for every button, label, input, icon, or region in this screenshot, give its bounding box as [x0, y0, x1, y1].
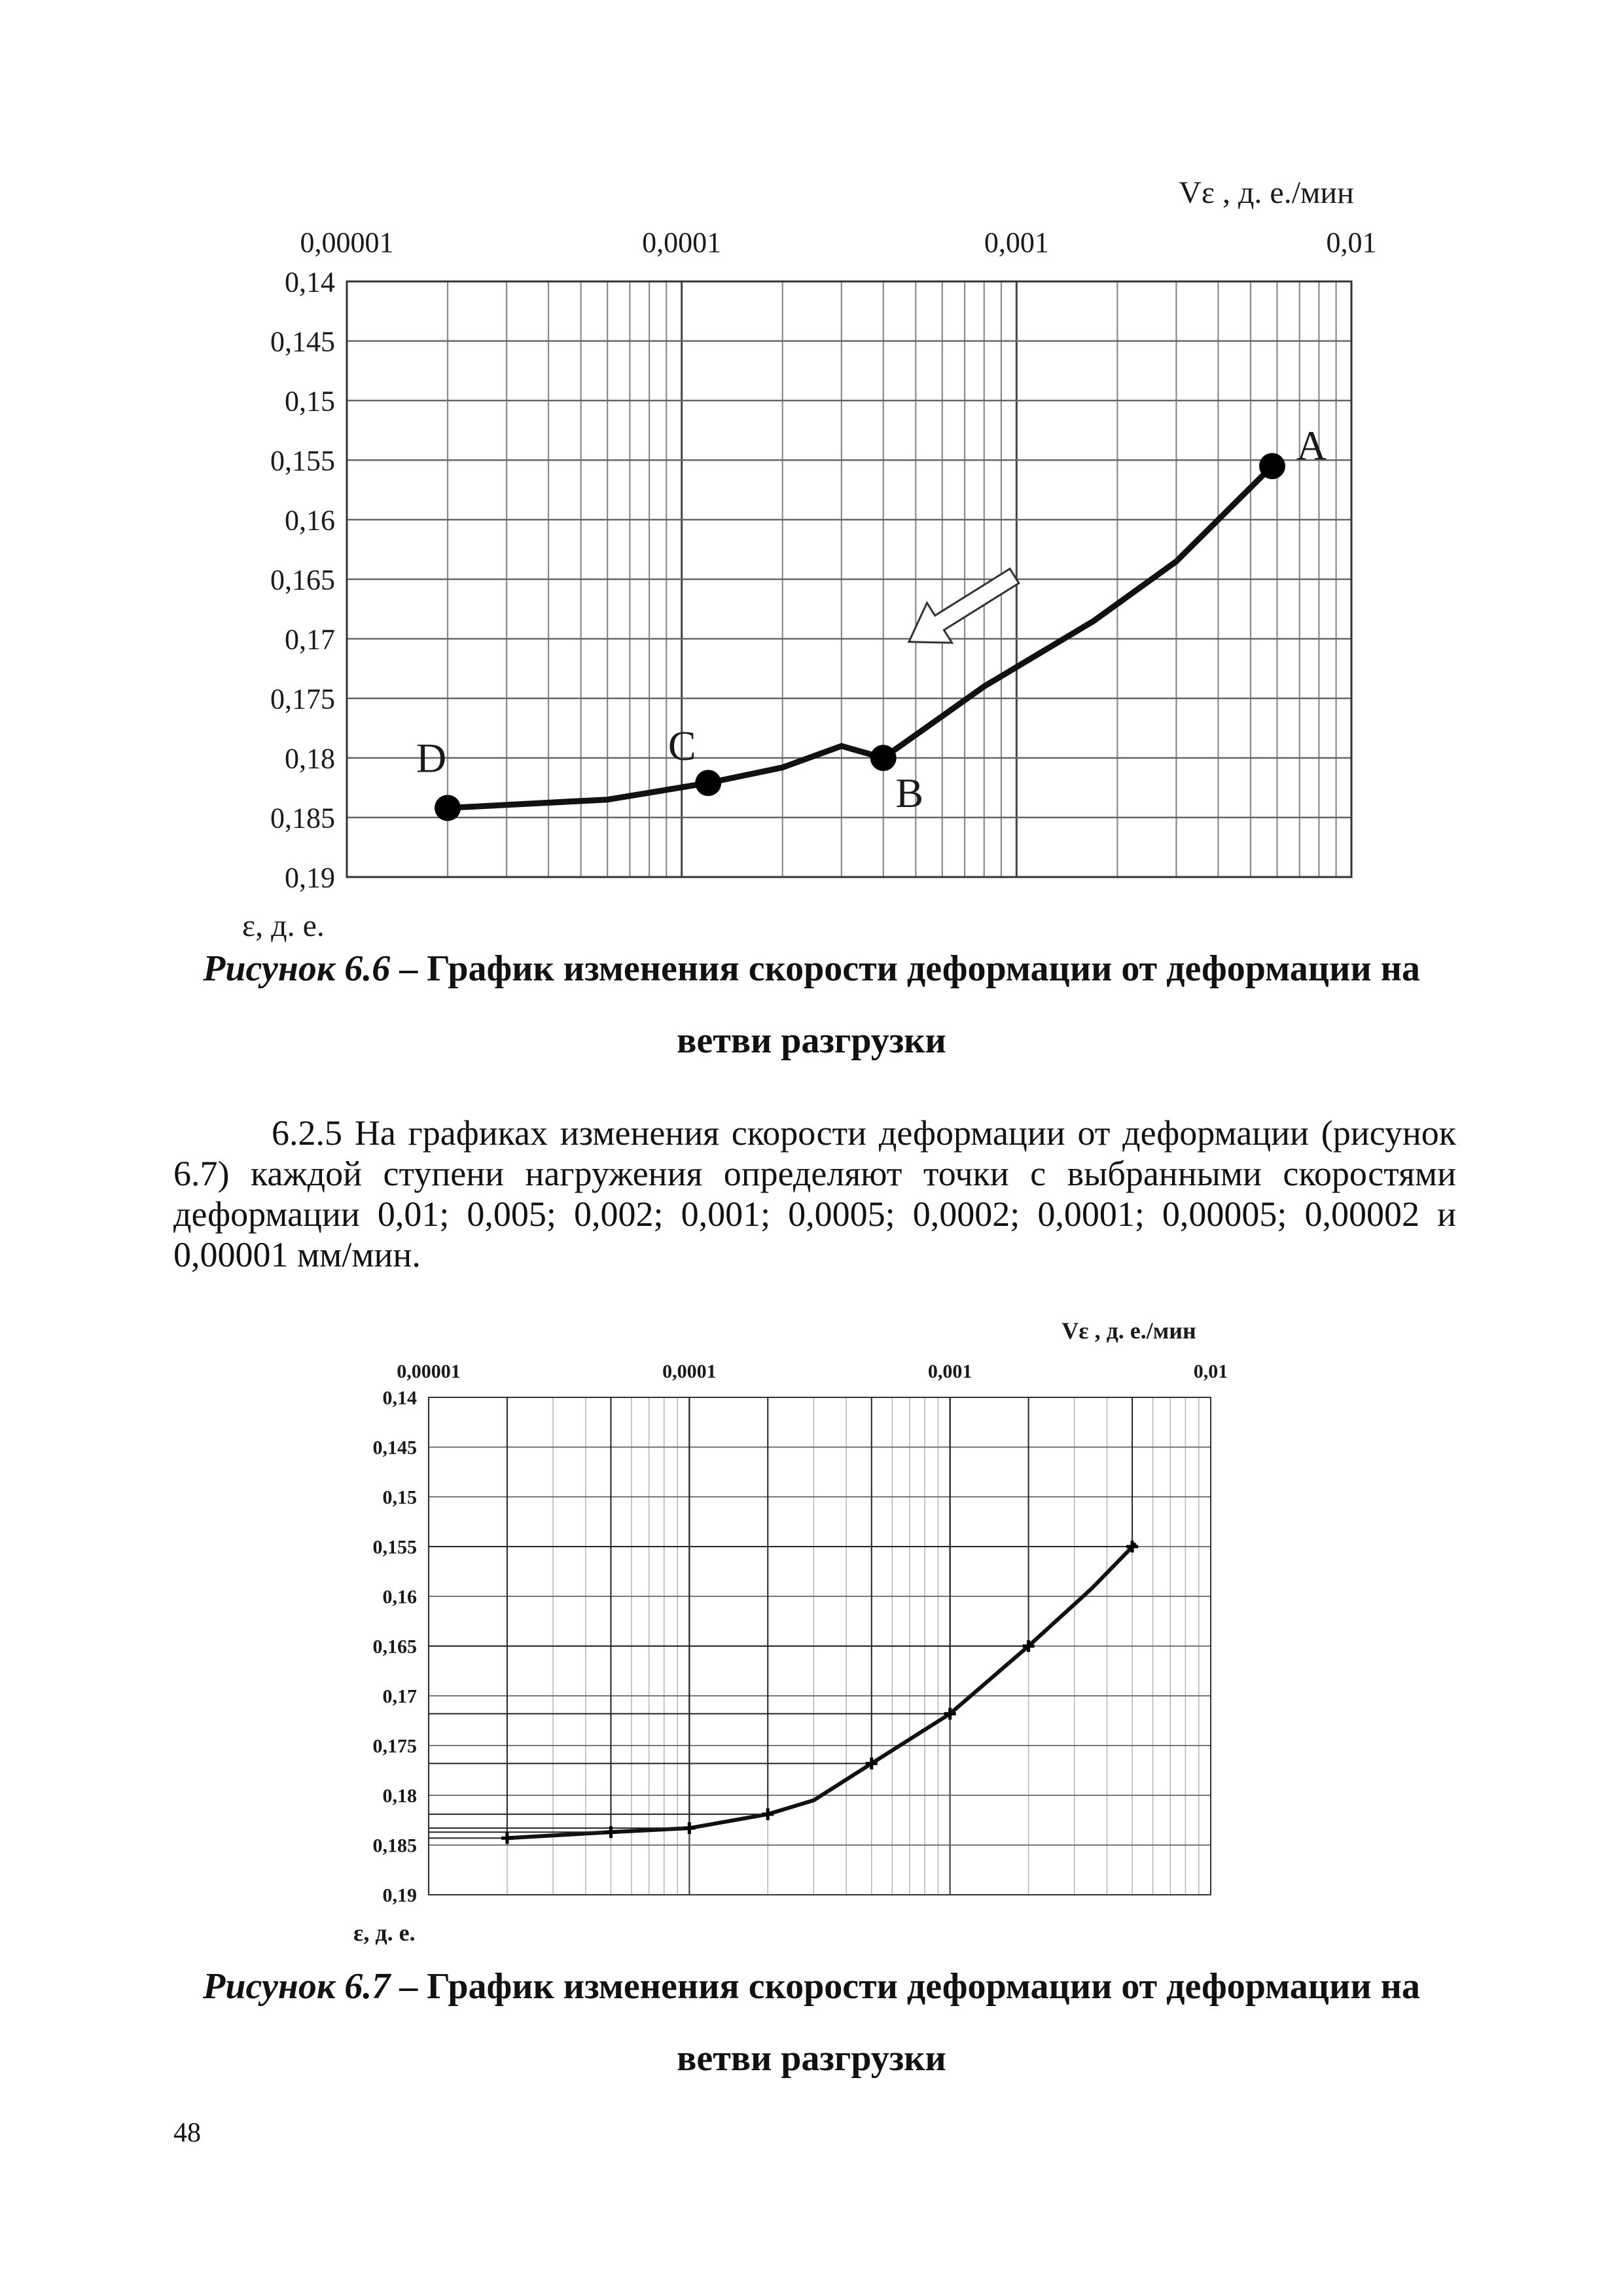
point-d-label: D	[416, 734, 447, 781]
y-tick-label: 0,19	[382, 1884, 417, 1907]
y-tick-label: 0,15	[285, 385, 335, 418]
figure-6-6-caption-text: – График изменения скорости деформации от деформации на ветви разгрузки	[390, 948, 1420, 1061]
figure-6-7-caption-text: – График изменения скорости деформации от деформации на ветви разгрузки	[390, 1966, 1420, 2079]
y-tick-label: 0,17	[382, 1685, 417, 1708]
selected-point-marker	[762, 1808, 774, 1820]
y-tick-label: 0,17	[285, 623, 335, 656]
y-tick-label: 0,19	[285, 861, 335, 894]
paragraph-text: 6.2.5 На графиках изменения скорости деформации от деформации (рисунок 6.7) каждой ступени нагружения определяют точки с выбранными скоростями деформации 0,01; 0,005; 0,002; 0,001; 0,0005; 0,0002; 0,0001; 0,00005; 0,00002 и 0,00001 мм/мин.	[173, 1113, 1456, 1274]
point-a-label: A	[1296, 422, 1327, 469]
figure-6-6-caption	[164, 933, 1459, 1077]
y-tick-label: 0,16	[285, 504, 335, 537]
figure-6-7-caption	[164, 1950, 1459, 2094]
chart-figure-6-6	[0, 131, 1623, 982]
y-tick-label: 0,155	[270, 444, 335, 477]
x-tick-label: 0,01	[1326, 226, 1377, 259]
chart-figure-6-7	[0, 1296, 1623, 1977]
point-c-label: C	[668, 723, 696, 770]
y-tick-label: 0,165	[372, 1636, 417, 1658]
selected-point-marker	[683, 1822, 695, 1834]
x-axis-label: Vε , д. е./мин	[1061, 1318, 1196, 1344]
y-tick-label: 0,185	[372, 1835, 417, 1857]
x-tick-label: 0,0001	[662, 1361, 717, 1382]
y-tick-label: 0,18	[382, 1785, 417, 1807]
y-tick-label: 0,175	[270, 683, 335, 715]
y-tick-label: 0,145	[372, 1437, 417, 1459]
point-b-label: B	[895, 770, 924, 816]
x-tick-label: 0,00001	[300, 226, 394, 259]
selected-point-marker	[501, 1832, 513, 1844]
x-tick-label: 0,001	[984, 226, 1049, 259]
x-tick-label: 0,01	[1193, 1361, 1228, 1382]
point-d-marker	[435, 795, 461, 821]
x-tick-label: 0,0001	[642, 226, 722, 259]
figure-6-7-caption-number: Рисунок 6.7	[203, 1966, 391, 2007]
point-b-marker	[870, 745, 897, 771]
y-axis-label: ε, д. е.	[242, 908, 325, 943]
point-c-marker	[695, 770, 721, 796]
y-axis-label: ε, д. е.	[353, 1920, 416, 1946]
y-tick-label: 0,155	[372, 1536, 417, 1558]
page-number: 48	[173, 2118, 201, 2148]
y-tick-label: 0,185	[270, 802, 335, 834]
y-tick-label: 0,165	[270, 564, 335, 596]
data-curve	[507, 1545, 1135, 1838]
y-tick-label: 0,175	[372, 1735, 417, 1757]
y-tick-label: 0,145	[270, 325, 335, 358]
y-tick-label: 0,14	[382, 1387, 417, 1409]
paragraph-6-2-5	[173, 1113, 1456, 1275]
data-curve	[448, 466, 1272, 808]
point-a-marker	[1259, 453, 1285, 479]
x-tick-label: 0,001	[927, 1361, 972, 1382]
figure-6-6-caption-number: Рисунок 6.6	[203, 948, 391, 989]
y-tick-label: 0,18	[285, 742, 335, 775]
y-tick-label: 0,15	[382, 1486, 417, 1509]
y-tick-label: 0,16	[382, 1586, 417, 1608]
y-tick-label: 0,14	[285, 266, 335, 298]
x-tick-label: 0,00001	[397, 1361, 461, 1382]
x-axis-label: Vε , д. е./мин	[1179, 175, 1354, 210]
